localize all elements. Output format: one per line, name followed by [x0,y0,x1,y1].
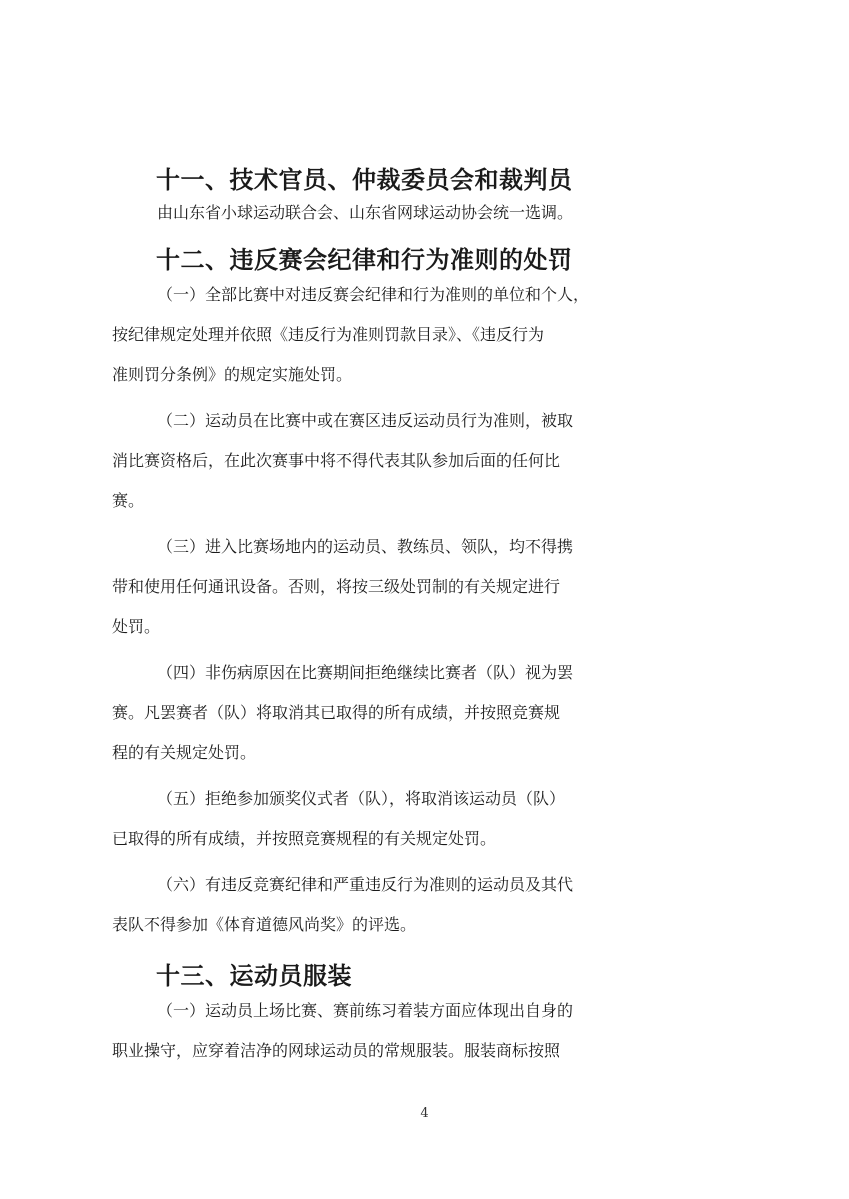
paragraph-line: （四）非伤病原因在比赛期间拒绝继续比赛者（队）视为罢 [157,663,574,682]
page-number: 4 [420,1106,429,1121]
document-body [112,160,752,1078]
section-11-body [112,200,752,240]
paragraph-line: 消比赛资格后，在此次赛事中将不得代表其队参加后面的任何比 [112,451,561,470]
paragraph-line: 赛。凡罢赛者（队）将取消其已取得的所有成绩，并按照竞赛规 [112,703,561,722]
section-13-item-1 [112,998,752,1078]
section-12-item-3 [112,534,752,654]
paragraph-line: 带和使用任何通讯设备。否则，将按三级处罚制的有关规定进行 [112,577,561,596]
section-11-heading: 十一、技术官员、仲裁委员会和裁判员 [156,166,573,194]
paragraph-line: （三）进入比赛场地内的运动员、教练员、领队，均不得携 [157,537,574,556]
paragraph-line: 赛。 [112,491,145,510]
paragraph-line: （五）拒绝参加颁奖仪式者（队），将取消该运动员（队） [157,789,566,808]
paragraph-line: 表队不得参加《体育道德风尚奖》的评选。 [112,915,417,934]
section-12-item-5 [112,786,752,866]
section-11-line-1: 由山东省小球运动联合会、山东省网球运动协会统一选调。 [157,203,574,222]
section-13-heading: 十三、运动员服装 [156,962,352,990]
section-12-item-2 [112,408,752,528]
paragraph-line: 处罚。 [112,617,161,636]
paragraph-line: （一）运动员上场比赛、赛前练习着装方面应体现出自身的 [157,1001,574,1020]
paragraph-line: （二）运动员在比赛中或在赛区违反运动员行为准则，被取 [157,411,574,430]
section-12-item-1 [112,282,752,402]
paragraph-line: 准则罚分条例》的规定实施处罚。 [112,365,353,384]
paragraph-line: 已取得的所有成绩，并按照竞赛规程的有关规定处罚。 [112,829,497,848]
section-12-heading: 十二、违反赛会纪律和行为准则的处罚 [156,246,573,274]
section-12-item-4 [112,660,752,780]
section-12-item-6 [112,872,752,952]
paragraph-line: 按纪律规定处理并依照《违反行为准则罚款目录》、《违反行为 [112,325,545,344]
paragraph-line: 程的有关规定处罚。 [112,743,257,762]
paragraph-line: 职业操守，应穿着洁净的网球运动员的常规服装。服装商标按照 [112,1041,561,1060]
paragraph-line: （六）有违反竞赛纪律和严重违反行为准则的运动员及其代 [157,875,574,894]
paragraph-line: （一）全部比赛中对违反赛会纪律和行为准则的单位和个人， [157,285,590,304]
